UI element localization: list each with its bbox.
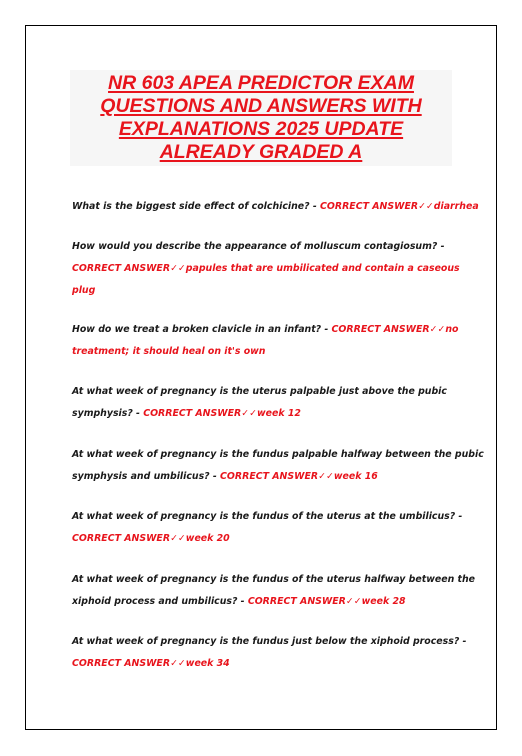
title-line-3: EXPLANATIONS 2025 UPDATE xyxy=(118,118,404,140)
title-line-4: ALREADY GRADED A xyxy=(159,141,363,163)
question-text-continued: symphysis and umbilicus? - xyxy=(72,471,221,482)
question-text-continued: symphysis? - xyxy=(72,408,144,419)
document-title xyxy=(70,70,452,166)
answer-text: no xyxy=(445,324,459,335)
title-line-1: NR 603 APEA PREDICTOR EXAM xyxy=(108,72,414,94)
qa-item-2 xyxy=(72,236,462,302)
answer-label: CORRECT ANSWER xyxy=(247,596,346,607)
answer-text: week 16 xyxy=(333,471,378,482)
answer-label: CORRECT ANSWER xyxy=(72,533,171,544)
double-check-icon: ✓✓ xyxy=(170,533,186,544)
title-line-2: QUESTIONS AND ANSWERS WITH xyxy=(100,95,422,117)
answer-text: week 12 xyxy=(256,408,301,419)
question-text: At what week of pregnancy is the uterus palpable just above the pubic xyxy=(72,386,447,397)
qa-item-3 xyxy=(72,319,462,363)
double-check-icon: ✓✓ xyxy=(170,263,186,274)
double-check-icon: ✓✓ xyxy=(429,324,446,335)
qa-item-6 xyxy=(72,506,462,550)
question-text: At what week of pregnancy is the fundus just below the xiphoid process? - xyxy=(72,636,467,647)
double-check-icon: ✓✓ xyxy=(318,471,334,482)
answer-text: week 28 xyxy=(361,596,406,607)
qa-item-4 xyxy=(72,381,462,425)
question-text: At what week of pregnancy is the fundus of the uterus at the umbilicus? - xyxy=(72,511,463,522)
answer-text: papules that are umbilicated and contain a caseous xyxy=(185,263,460,274)
answer-label: CORRECT ANSWER xyxy=(320,201,419,212)
double-check-icon: ✓✓ xyxy=(170,658,186,669)
double-check-icon: ✓✓ xyxy=(345,596,362,607)
answer-label: CORRECT ANSWER xyxy=(72,263,171,274)
answer-text-continued: plug xyxy=(72,285,96,296)
qa-item-1 xyxy=(72,196,479,218)
question-text: What is the biggest side effect of colchicine? - xyxy=(72,201,321,212)
question-text: At what week of pregnancy is the fundus of the uterus halfway between the xyxy=(72,574,476,585)
double-check-icon: ✓✓ xyxy=(241,408,257,419)
question-text-continued: xiphoid process and umbilicus? - xyxy=(72,596,248,607)
answer-text-continued: treatment; it should heal on it's own xyxy=(72,346,266,357)
double-check-icon: ✓✓ xyxy=(418,201,434,212)
question-text: How do we treat a broken clavicle in an infant? - xyxy=(72,324,332,335)
answer-label: CORRECT ANSWER xyxy=(72,658,171,669)
qa-item-8 xyxy=(72,631,467,675)
qa-item-7 xyxy=(72,569,476,613)
answer-label: CORRECT ANSWER xyxy=(143,408,242,419)
answer-text: week 20 xyxy=(185,533,230,544)
question-text: At what week of pregnancy is the fundus palpable halfway between the pubic xyxy=(72,449,484,460)
answer-label: CORRECT ANSWER xyxy=(331,324,430,335)
answer-text: diarrhea xyxy=(433,201,479,212)
answer-label: CORRECT ANSWER xyxy=(220,471,319,482)
qa-item-5 xyxy=(72,444,484,488)
question-text: How would you describe the appearance of molluscum contagiosum? - xyxy=(72,241,445,252)
answer-text: week 34 xyxy=(185,658,230,669)
